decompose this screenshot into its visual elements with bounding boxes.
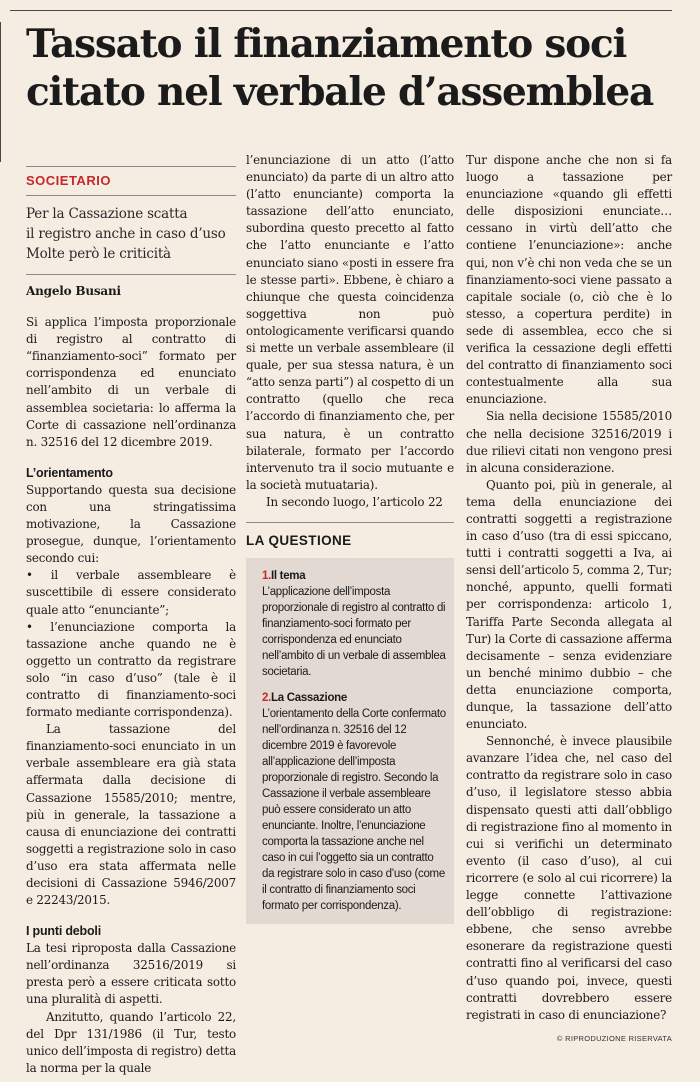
sidebar-item-2-heading: 2.La Cassazione — [262, 692, 347, 705]
paragraph: Anzitutto, quando l’articolo 22, del Dpr 131/1986 (il Tur, testo unico dell’imposta di registro) detta la norma per la quale — [26, 1009, 236, 1075]
paragraph: Tur dispone anche che non si fa luogo a tassazione per enunciazione «quando gli effetti delle disposizioni enunciate…cessano in virtù dell’atto che contiene l’enunciazione»: anche qui, non v’è chi non veda che se un finanziamento-soci viene passato a capitale sociale (o, ciò che è lo stesso, a copertura perdite) in sede di assemblea, ecco che si verifica la cessazione degli effetti del contratto di finanziamento soci contestualmente alla sua enunciazione. — [466, 153, 672, 407]
sidebar-item-2-text: L’orientamento della Corte confermato nell’ordinanza n. 32516 del 12 dicembre 2019 è favorevole all’applicazione dell’imposta proporzionale di registro. Secondo la Cassazione il verbale assembleare può essere considerato un atto enunciante. Inoltre, l’enunciazione comporta la tassazione anche nel caso in cui l’oggetto sia un contratto da registrare solo in caso d’uso (come il contratto di finanziamento soci formato per corrispondenza). — [262, 708, 446, 913]
bullet-item: • il verbale assembleare è suscettibile di essere considerato quale atto “enunciante”; — [26, 568, 236, 617]
sidebar-box — [246, 558, 454, 924]
subtitle-line-1: Per la Cassazione scatta — [26, 206, 188, 222]
subtitle — [26, 204, 236, 264]
paragraph: Si applica l’imposta proporzionale di registro al contratto di “finanziamento-soci” formato per corrispondenza ed enunciato nell’ambito di un verbale di assemblea societaria: lo afferma la Corte di cassazione nell’ordinanza n. 32516 del 12 dicembre 2019. — [26, 315, 236, 449]
author-byline: Angelo Busani — [26, 274, 236, 300]
bullet-item: • l’enunciazione comporta la tassazione anche quando ne è oggetto un contratto da registrare solo “in caso d’uso” (tale è il contratto di finanziamento-soci formato mediante corrispondenza). — [26, 619, 236, 720]
column-3 — [466, 152, 672, 1047]
sidebar-item-1-heading: 1.Il tema — [262, 570, 306, 583]
paragraph: La tesi riproposta dalla Cassazione nell’ordinanza 32516/2019 si presta però a essere criticata sotto una pluralità di aspetti. — [26, 941, 236, 1007]
section-kicker: SOCIETARIO — [26, 166, 236, 196]
paragraph: La tassazione del finanziamento-soci enunciato in un verbale assembleare era già stata affermata dalla decisione di Cassazione 15585/2010; mentre, più in generale, la tassazione a causa di enunciazione dei contratti soggetti a registrazione solo in caso d’uso era stata affermata nelle decisioni di Cassazione 5946/2007 e 22243/2015. — [26, 722, 236, 908]
section-heading: L’orientamento — [26, 465, 113, 480]
section-heading: I punti deboli — [26, 924, 101, 939]
column-2 — [246, 152, 454, 924]
headline — [26, 20, 686, 116]
column-1 — [26, 152, 236, 1077]
paragraph: Sennonché, è invece plausibile avanzare l’idea che, nel caso del contratto da registrare solo in caso d’uso, il legislatore stesso abbia dispensato questi atti dall’obbligo di registrazione fino al momento in cui si verifichi un determinato evento (il caso d’uso), al cui ricorrere (e solo al cui ricorrere) la legge connette l’attivazione dell’obbligo di registrazione: ebbene, che senso avrebbe esonerare da registrazione questi contratti fino al verificarsi del caso d’uso quando poi, invece, questi contratti dovrebbero essere registrati in caso di enunciazione? — [466, 734, 672, 1022]
top-rule — [10, 10, 672, 11]
paragraph: Quanto poi, più in generale, al tema della enunciazione dei contratti soggetti a registrazione in caso d’uso (tra di essi spiccano, tutti i contratti soggetti a Iva, ai sensi dell’articolo 5, comma 2, Tur; nonché, appunto, quelli formati per corrispondenza: articolo 1, Tariffa Parte Seconda allegata al Tur) la Corte di cassazione afferma decisamente – senza evidenziare un benché minimo dubbio – che detta enunciazione comporta, dunque, la tassazione dell’atto enunciato. — [466, 477, 672, 732]
headline-line-1: Tassato il finanziamento soci — [26, 21, 627, 67]
paragraph: l’enunciazione di un atto (l’atto enunciato) da parte di un altro atto (l’atto enunciante) comporta la tassazione dell’atto enunciato, subordina questo precetto al fatto che l’atto enunciante e l’atto enunciato siano «posti in essere fra le stesse parti». Ebbene, è chiaro a chiunque che questa coincidenza soggettiva non può ontologicamente verificarsi quando si mette un verbale assembleare (il quale, per sua stessa natura, è un “atto senza parti”) al cospetto di un contratto (quello che reca l’accordo di finanziamento che, per sua natura, è un contratto bilaterale, formato per l’accordo intervenuto tra il socio mutuante e la società mutuataria). — [246, 153, 454, 492]
paragraph: Sia nella decisione 15585/2010 che nella decisione 32516/2019 i due rilievi citati non vengono presi in alcuna considerazione. — [466, 409, 672, 475]
subtitle-line-3: Molte però le criticità — [26, 246, 171, 262]
sidebar-title: LA QUESTIONE — [246, 522, 454, 549]
paragraph: Supportando questa sua decisione con una stringatissima motivazione, la Cassazione prosegue, dunque, l’orientamento secondo cui: — [26, 482, 236, 566]
copyright-notice: © RIPRODUZIONE RISERVATA — [556, 1033, 672, 1043]
subtitle-line-2: il registro anche in caso d’uso — [26, 226, 226, 242]
left-margin-rule — [0, 22, 1, 162]
headline-line-2: citato nel verbale d’assemblea — [26, 69, 654, 115]
sidebar-item-1-text: L’applicazione dell’imposta proporzionale di registro al contratto di finanziamento-soci formato per corrispondenza ed enunciato nell’ambito di un verbale di assemblea societaria. — [262, 586, 446, 679]
paragraph: In secondo luogo, l’articolo 22 — [266, 494, 443, 509]
